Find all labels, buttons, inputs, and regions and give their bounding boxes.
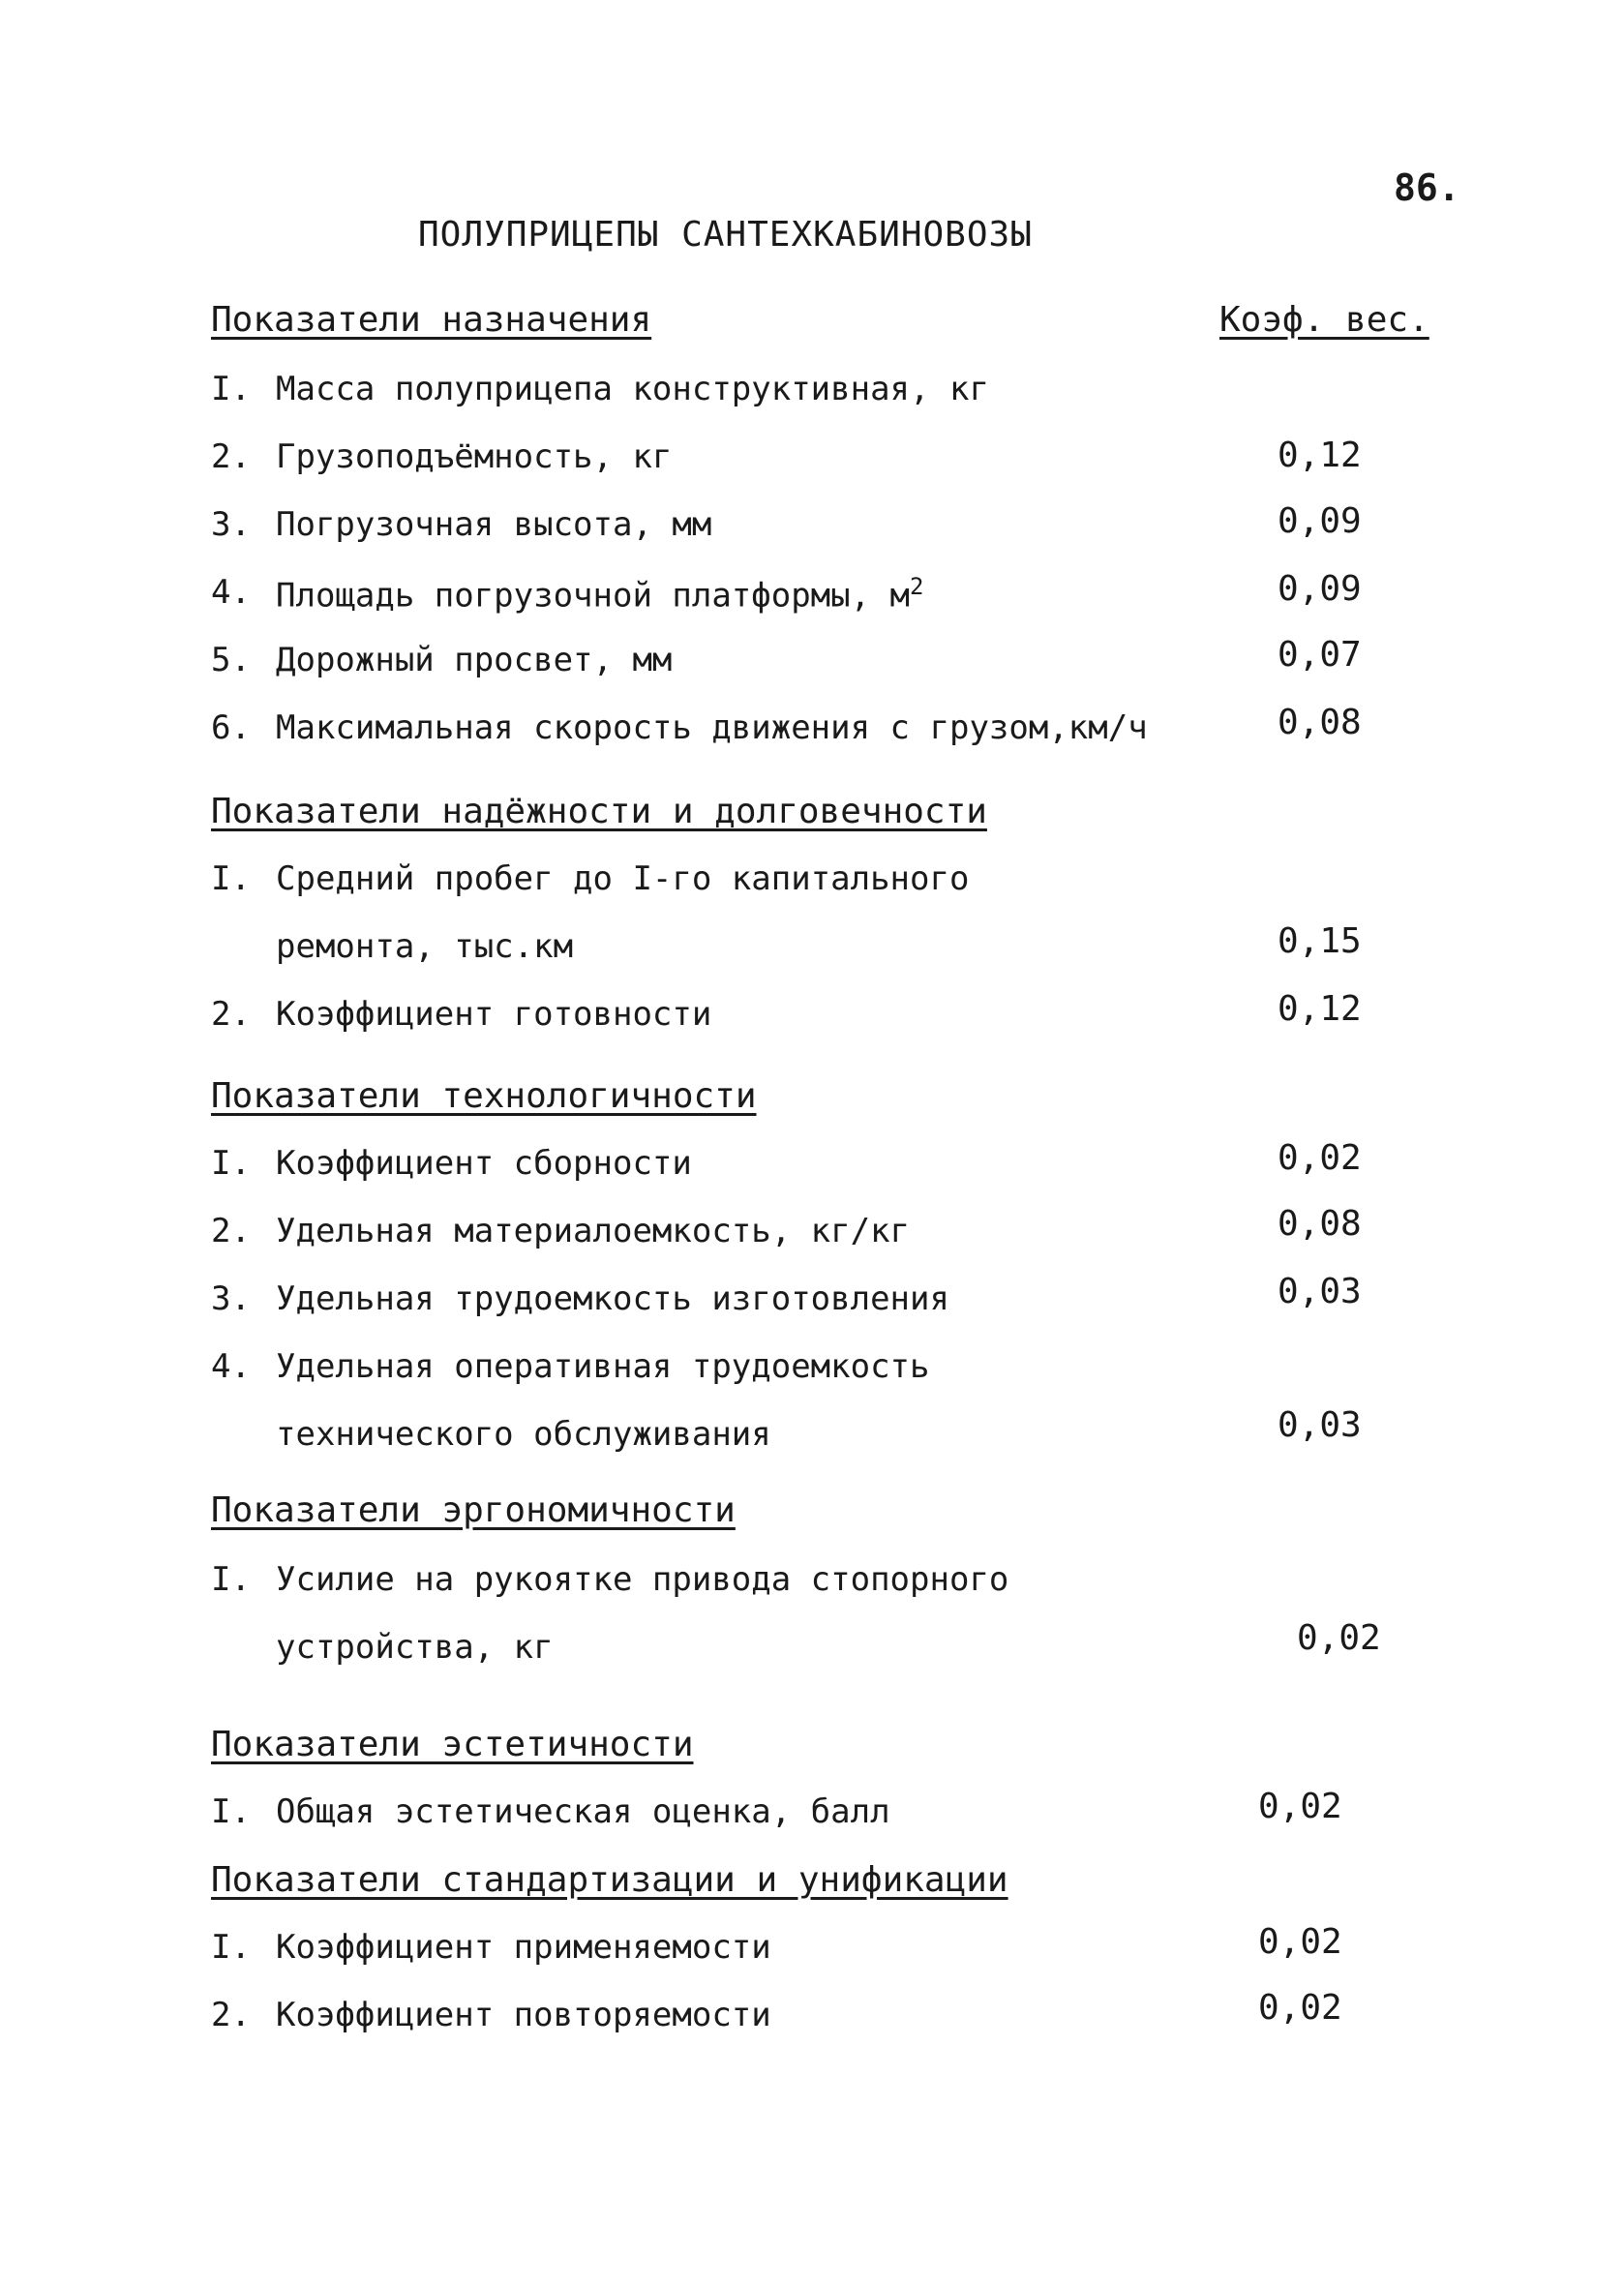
item-number: 3. <box>211 505 251 544</box>
item-text: Коэффициент применяемости <box>276 1928 771 1967</box>
item-number: 2. <box>211 995 251 1034</box>
section-heading: Показатели технологичности <box>211 1076 757 1116</box>
item-number: 6. <box>211 708 251 747</box>
item-number: 2. <box>211 1996 251 2034</box>
page-title: ПОЛУПРИЦЕПЫ САНТЕХКАБИНОВОЗЫ <box>418 215 1033 255</box>
coef-value: 0,08 <box>1278 1204 1362 1244</box>
item-text: Удельная трудоемкость изготовления <box>276 1279 949 1318</box>
section-heading: Показатели эстетичности <box>211 1725 694 1764</box>
page-number: 86. <box>1394 166 1460 209</box>
coef-value: 0,03 <box>1278 1272 1362 1311</box>
item-text: Погрузочная высота, мм <box>276 505 712 544</box>
item-text: Масса полуприцепа конструктивная, кг <box>276 370 989 408</box>
item-text: ремонта, тыс.км <box>276 927 574 966</box>
item-text: технического обслуживания <box>276 1415 771 1454</box>
coef-value: 0,02 <box>1297 1618 1381 1658</box>
coef-value: 0,07 <box>1278 635 1362 675</box>
item-number: 3. <box>211 1279 251 1318</box>
coef-value: 0,09 <box>1278 501 1362 541</box>
item-text: Коэффициент повторяемости <box>276 1996 771 2034</box>
item-number: I. <box>211 859 251 898</box>
item-text: Удельная материалоемкость, кг/кг <box>276 1212 911 1250</box>
item-text: Коэффициент готовности <box>276 995 712 1034</box>
section-heading: Показатели назначения <box>211 300 652 340</box>
item-text: Общая эстетическая оценка, балл <box>276 1792 890 1831</box>
superscript: 2 <box>910 573 924 600</box>
item-text <box>276 573 923 615</box>
item-number: 4. <box>211 573 251 612</box>
item-text-main: Площадь погрузочной платформы, м <box>276 576 911 616</box>
item-text: Максимальная скорость движения с грузом,км/ч <box>276 708 1148 747</box>
coef-value: 0,12 <box>1278 436 1362 475</box>
item-number: 4. <box>211 1347 251 1386</box>
section-heading: Показатели эргономичности <box>211 1490 736 1530</box>
item-text: Удельная оперативная трудоемкость <box>276 1347 930 1386</box>
item-text: Усилие на рукоятке привода стопорного <box>276 1560 1009 1599</box>
item-number: I. <box>211 1144 251 1183</box>
coef-value: 0,02 <box>1258 1988 1342 2028</box>
item-number: I. <box>211 1792 251 1831</box>
item-number: 2. <box>211 1212 251 1250</box>
coef-value: 0,03 <box>1278 1405 1362 1445</box>
item-number: 2. <box>211 437 251 476</box>
coef-value: 0,02 <box>1278 1138 1362 1178</box>
coef-header: Коэф. вес. <box>1219 300 1429 340</box>
coef-value: 0,02 <box>1258 1922 1342 1962</box>
item-number: I. <box>211 370 251 408</box>
item-text: Коэффициент сборности <box>276 1144 692 1183</box>
item-text: Дорожный просвет, мм <box>276 641 673 679</box>
item-number: 5. <box>211 641 251 679</box>
item-number: I. <box>211 1560 251 1599</box>
section-heading: Показатели надёжности и долговечности <box>211 792 987 831</box>
coef-value: 0,09 <box>1278 569 1362 609</box>
coef-value: 0,08 <box>1278 703 1362 742</box>
item-text: Грузоподъёмность, кг <box>276 437 673 476</box>
section-heading: Показатели стандартизации и унификации <box>211 1860 1008 1900</box>
item-text: устройства, кг <box>276 1628 554 1667</box>
coef-value: 0,12 <box>1278 989 1362 1029</box>
item-text: Средний пробег до I-го капитального <box>276 859 970 898</box>
coef-value: 0,02 <box>1258 1787 1342 1826</box>
coef-value: 0,15 <box>1278 921 1362 961</box>
item-number: I. <box>211 1928 251 1967</box>
